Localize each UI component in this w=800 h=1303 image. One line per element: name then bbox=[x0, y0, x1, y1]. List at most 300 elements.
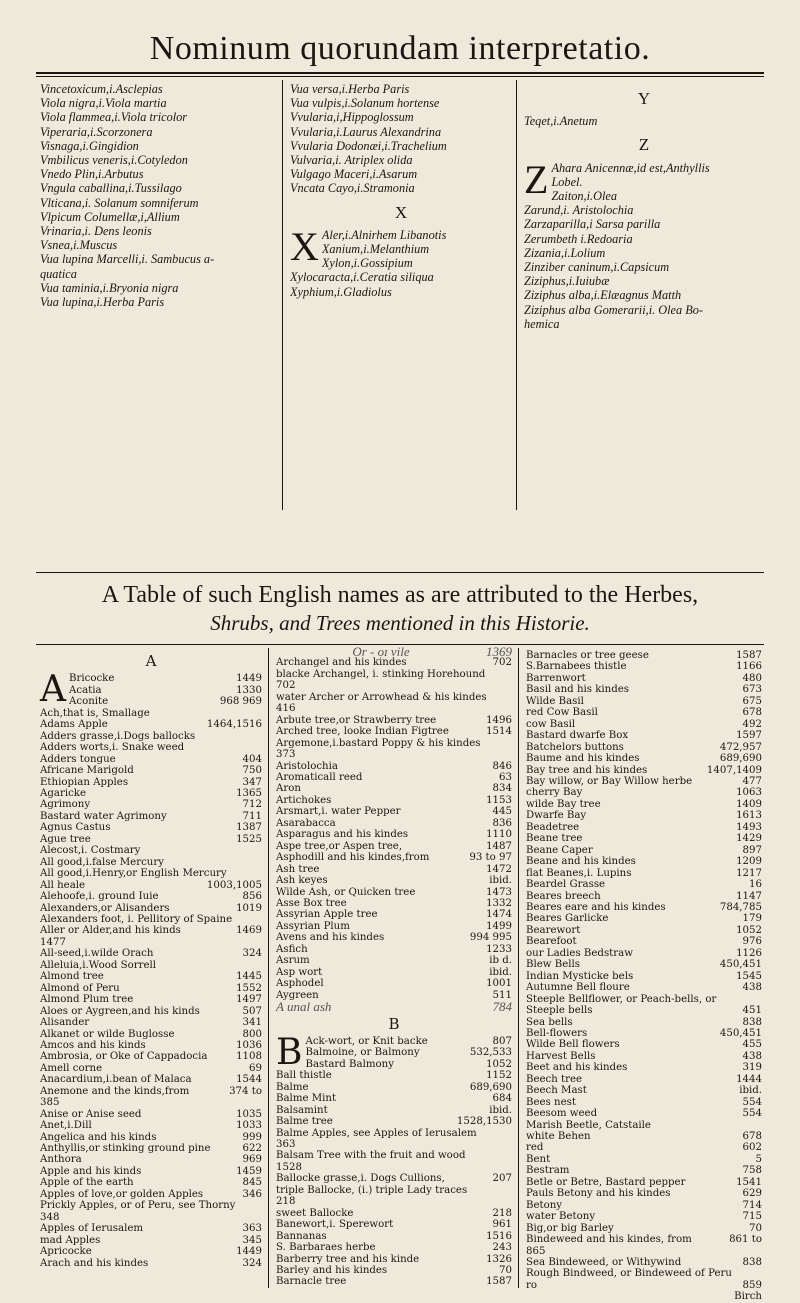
entry-name: Rough Bindweed, or Bindeweed of Peru bbox=[526, 1268, 732, 1280]
entry-name: Bearefoot bbox=[526, 936, 577, 948]
latin-column-3 bbox=[524, 82, 764, 331]
entry-name: All-seed,i.wilde Orach bbox=[40, 948, 154, 960]
index-entry bbox=[526, 1223, 762, 1234]
index-entry bbox=[526, 673, 762, 684]
index-entry bbox=[40, 1132, 262, 1143]
index-entry bbox=[276, 1254, 512, 1265]
index-entry bbox=[40, 1258, 262, 1269]
page-number: 1063 bbox=[736, 787, 762, 799]
index-entry bbox=[526, 707, 762, 718]
index-entry bbox=[526, 1291, 762, 1302]
latin-entry: Vngula caballina,i.Tussilago bbox=[40, 181, 182, 196]
page-number: 712 bbox=[242, 799, 262, 811]
entry-name: mad Apples bbox=[40, 1234, 101, 1246]
page-number: 1469 bbox=[236, 925, 262, 937]
index-entry bbox=[276, 715, 512, 726]
index-entry bbox=[305, 1059, 512, 1070]
index-entry bbox=[276, 875, 512, 886]
entry-name: our Ladies Bedstraw bbox=[526, 947, 633, 959]
entry-name: Anemone and the kinds,from bbox=[40, 1085, 190, 1097]
index-entry bbox=[276, 967, 512, 978]
page-number: 678 bbox=[742, 707, 762, 719]
page-number: 715 bbox=[742, 1211, 762, 1223]
entry-name: Aromaticall reed bbox=[276, 771, 363, 783]
page-number bbox=[508, 738, 512, 749]
entry-name: Baume and his kindes bbox=[526, 753, 640, 765]
entry-name: Assyrian Apple tree bbox=[276, 909, 378, 921]
page-number bbox=[258, 868, 262, 879]
entry-name: Barrenwort bbox=[526, 672, 586, 684]
page-number bbox=[258, 1200, 262, 1211]
page-number: 758 bbox=[742, 1165, 762, 1177]
index-drop-block bbox=[40, 669, 262, 1269]
page-number: 477 bbox=[742, 775, 762, 787]
index-entry bbox=[276, 1139, 512, 1150]
index-entry bbox=[276, 921, 512, 932]
handwritten-number: 784 bbox=[492, 999, 512, 1015]
index-entry bbox=[276, 1276, 512, 1287]
index-entry bbox=[526, 959, 762, 970]
index-entry bbox=[40, 1086, 262, 1097]
entry-name: Beares breech bbox=[526, 890, 601, 902]
page-number: 1019 bbox=[236, 902, 262, 914]
entry-name: Bay tree and his kindes bbox=[526, 764, 648, 776]
index-entry bbox=[526, 650, 762, 661]
index-entry bbox=[276, 909, 512, 920]
section-letter: X bbox=[394, 205, 408, 220]
entry-name: Acatia bbox=[69, 684, 102, 696]
index-entry bbox=[69, 696, 262, 707]
section-letter: Y bbox=[637, 92, 651, 107]
index-entry bbox=[276, 944, 512, 955]
entry-name: 1477 bbox=[40, 936, 66, 948]
page-number: 784,785 bbox=[719, 901, 762, 913]
page-number: 554 bbox=[742, 1108, 762, 1120]
handwritten-text: Or - oɪ vile bbox=[352, 644, 410, 659]
index-entry bbox=[526, 1028, 762, 1039]
latin-entry: Viola nigra,i.Viola martia bbox=[40, 96, 167, 111]
page-number: 714 bbox=[742, 1199, 762, 1211]
index-entry bbox=[526, 696, 762, 707]
index-entry bbox=[40, 1177, 262, 1188]
page-number: 1409 bbox=[736, 798, 762, 810]
entry-name: Sea Bindeweed, or Withywind bbox=[526, 1257, 682, 1269]
page-number bbox=[258, 1212, 262, 1223]
entry-name: Beane Caper bbox=[526, 844, 593, 856]
page-number: 1552 bbox=[236, 982, 262, 994]
entry-name: Beares eare and his kindes bbox=[526, 901, 666, 913]
entry-name: Arsmart,i. water Pepper bbox=[276, 806, 401, 818]
page-number: 845 bbox=[242, 1177, 262, 1189]
page-number bbox=[508, 749, 512, 760]
index-entry bbox=[276, 978, 512, 989]
index-entry bbox=[276, 738, 512, 749]
page-number: 836 bbox=[492, 817, 512, 829]
page-number: 999 bbox=[242, 1131, 262, 1143]
index-entry bbox=[40, 1109, 262, 1120]
page-number: 1108 bbox=[236, 1051, 262, 1063]
entry-name: Alkanet or wilde Buglosse bbox=[40, 1028, 175, 1040]
latin-entry: Vlticana,i. Solanum somniferum bbox=[40, 195, 199, 210]
entry-name: Aristolochia bbox=[276, 760, 338, 772]
entry-name: Asrum bbox=[276, 955, 310, 967]
index-entry bbox=[526, 1097, 762, 1108]
index-entry bbox=[526, 822, 762, 833]
entry-name: Artichokes bbox=[276, 794, 332, 806]
index-entry bbox=[40, 983, 262, 994]
entry-name: red bbox=[526, 1142, 544, 1154]
index-entry bbox=[526, 776, 762, 787]
entry-name: 373 bbox=[276, 749, 296, 761]
entry-name: Aron bbox=[276, 783, 301, 795]
latin-entry: Vvularia Dodonæi,i.Trachelium bbox=[290, 138, 447, 153]
entry-name: 363 bbox=[276, 1139, 296, 1151]
latin-entry: Vsnea,i.Muscus bbox=[40, 238, 118, 253]
index-entry bbox=[526, 1246, 762, 1257]
entry-name: Aspe tree,or Aspen tree, bbox=[276, 840, 403, 852]
page-number: 711 bbox=[242, 810, 262, 822]
page-number bbox=[258, 708, 262, 719]
index-entry bbox=[526, 845, 762, 856]
index-entry bbox=[40, 788, 262, 799]
page-number: 1033 bbox=[236, 1120, 262, 1132]
index-entry bbox=[40, 1246, 262, 1257]
entry-name: Pauls Betony and his kindes bbox=[526, 1188, 671, 1200]
latin-entry: Zarzaparilla,i Sarsa parilla bbox=[524, 217, 661, 232]
index-entry bbox=[526, 982, 762, 993]
entry-name: Steeple bells bbox=[526, 1005, 593, 1017]
index-entry bbox=[40, 719, 262, 730]
page-number bbox=[758, 994, 762, 1005]
entry-name: Alexanders,or Alisanders bbox=[40, 902, 170, 914]
page-number: 750 bbox=[242, 765, 262, 777]
page-number: 1166 bbox=[736, 661, 762, 673]
section-letter: Z bbox=[638, 138, 650, 153]
index-entry bbox=[276, 829, 512, 840]
index-entry bbox=[526, 1062, 762, 1073]
index-entry bbox=[40, 1051, 262, 1062]
index-entry bbox=[526, 1074, 762, 1085]
latin-entry: Vua versa,i.Herba Paris bbox=[290, 82, 410, 96]
index-entry bbox=[276, 795, 512, 806]
index-entry bbox=[526, 1257, 762, 1268]
index-entry bbox=[40, 903, 262, 914]
page-number: 1147 bbox=[736, 890, 762, 902]
page-number: 438 bbox=[742, 982, 762, 994]
entry-name: Balmoine, or Balmony bbox=[305, 1047, 420, 1059]
index-entry bbox=[526, 661, 762, 672]
latin-entry: hemica bbox=[524, 316, 560, 331]
drop-cap: A bbox=[40, 669, 66, 711]
index-entry bbox=[40, 822, 262, 833]
index-entry bbox=[40, 948, 262, 959]
page-number: ibid. bbox=[489, 875, 512, 887]
latin-entry: Viperaria,i.Scorzonera bbox=[40, 124, 153, 139]
entry-name: Arched tree, looke Indian Figtree bbox=[276, 726, 449, 738]
index-entry bbox=[276, 692, 512, 703]
index-drop-block bbox=[276, 1031, 512, 1288]
index-entry bbox=[526, 1017, 762, 1028]
page-number bbox=[508, 1128, 512, 1139]
entry-name: Agaricke bbox=[40, 787, 86, 799]
latin-entry: Lobel. bbox=[551, 174, 583, 189]
index-entry bbox=[40, 1223, 262, 1234]
latin-column-1 bbox=[40, 82, 278, 309]
page-number: 511 bbox=[492, 989, 512, 1001]
latin-entry: Zarund,i. Aristolochia bbox=[524, 203, 634, 218]
page-number: 207 bbox=[492, 1173, 512, 1185]
page-number: 1003,1005 bbox=[206, 879, 262, 891]
page-number: 1326 bbox=[486, 1253, 512, 1265]
index-entry bbox=[276, 932, 512, 943]
index-entry bbox=[276, 806, 512, 817]
page-number: 492 bbox=[742, 718, 762, 730]
index-entry bbox=[40, 731, 262, 742]
handwritten-text: A unal ash bbox=[276, 999, 332, 1015]
entry-name: Adders worts,i. Snake weed bbox=[40, 742, 185, 754]
index-entry bbox=[276, 1093, 512, 1104]
entry-name: Beardel Grasse bbox=[526, 879, 606, 891]
index-entry bbox=[276, 680, 512, 691]
page-number: 1153 bbox=[486, 794, 512, 806]
entry-name: Wilde Ash, or Quicken tree bbox=[276, 886, 416, 898]
latin-entry: Zerumbeth i.Redoaria bbox=[524, 231, 633, 246]
page-header: Nominum quorundam interpretatio. bbox=[149, 30, 651, 67]
index-entry bbox=[526, 833, 762, 844]
page-number: 1429 bbox=[736, 833, 762, 845]
index-entry bbox=[305, 1036, 512, 1047]
entry-name: Ack-wort, or Knit backe bbox=[305, 1035, 428, 1047]
index-entry bbox=[526, 948, 762, 959]
entry-name: Apple and his kinds bbox=[40, 1165, 142, 1177]
index-entry bbox=[69, 685, 262, 696]
entry-name: Ambrosia, or Oke of Cappadocia bbox=[40, 1051, 208, 1063]
section-letter: A bbox=[145, 652, 157, 670]
page-number: 846 bbox=[492, 760, 512, 772]
page-number: 1445 bbox=[236, 971, 262, 983]
page-number: 1052 bbox=[486, 1058, 512, 1070]
entry-name: Adders tongue bbox=[40, 753, 116, 765]
page-number bbox=[508, 1196, 512, 1207]
index-entry bbox=[40, 754, 262, 765]
page-number: 363 bbox=[242, 1223, 262, 1235]
index-entry bbox=[276, 818, 512, 829]
index-entry bbox=[526, 1268, 762, 1279]
entry-name: Bricocke bbox=[69, 673, 115, 685]
page-number: 472,957 bbox=[719, 741, 762, 753]
page-number: 93 to 97 bbox=[469, 852, 512, 864]
column-divider bbox=[282, 80, 283, 510]
index-entry bbox=[40, 994, 262, 1005]
entry-name: Agrimony bbox=[40, 799, 91, 811]
page-number: 976 bbox=[742, 936, 762, 948]
page-number: 455 bbox=[742, 1039, 762, 1051]
entry-name: Autumne Bell floure bbox=[526, 982, 630, 994]
page-number: 1330 bbox=[236, 684, 262, 696]
page-number: ibid. bbox=[489, 1104, 512, 1116]
index-entry bbox=[40, 765, 262, 776]
index-column-3 bbox=[526, 650, 762, 1303]
latin-entry: Vua lupina,i.Herba Paris bbox=[40, 295, 165, 310]
page-number: 404 bbox=[242, 753, 262, 765]
section-rule bbox=[36, 572, 764, 573]
page-number: 1464,1516 bbox=[206, 719, 262, 731]
table-subtitle: Shrubs, and Trees mentioned in this Historie. bbox=[210, 611, 590, 635]
column-divider bbox=[516, 80, 517, 510]
entry-name: Balme bbox=[276, 1081, 309, 1093]
index-entry bbox=[276, 1082, 512, 1093]
entry-name: Africane Marigold bbox=[40, 765, 134, 777]
page-number: 63 bbox=[499, 771, 512, 783]
latin-entry: Vmbilicus veneris,i.Cotyledon bbox=[40, 153, 188, 168]
entry-name: Bastard water Agrimony bbox=[40, 810, 167, 822]
entry-name: Beech Mast bbox=[526, 1085, 587, 1097]
entry-name: Sea bells bbox=[526, 1016, 573, 1028]
index-entry bbox=[526, 1142, 762, 1153]
index-entry bbox=[526, 1005, 762, 1016]
entry-name: cow Basil bbox=[526, 718, 576, 730]
entry-name: Archangel and his kindes bbox=[276, 657, 407, 669]
entry-name: Asse Box tree bbox=[276, 897, 347, 909]
page-number: 1516 bbox=[486, 1230, 512, 1242]
page-number: 1407,1409 bbox=[706, 764, 762, 776]
drop-cap: X bbox=[290, 227, 319, 269]
index-entry bbox=[276, 703, 512, 714]
index-entry bbox=[40, 1154, 262, 1165]
index-entry bbox=[40, 1017, 262, 1028]
page-number: 1332 bbox=[486, 897, 512, 909]
index-entry bbox=[40, 799, 262, 810]
index-entry bbox=[40, 1166, 262, 1177]
entry-name: Dwarfe Bay bbox=[526, 810, 587, 822]
index-entry bbox=[40, 937, 262, 948]
index-entry bbox=[276, 1173, 512, 1184]
page-number: 345 bbox=[242, 1234, 262, 1246]
entry-name: Alecost,i. Costmary bbox=[40, 845, 141, 857]
entry-name: Beares Garlicke bbox=[526, 913, 609, 925]
page-number: 445 bbox=[492, 806, 512, 818]
entry-name: Assyrian Plum bbox=[276, 920, 350, 932]
entry-name: ro bbox=[526, 1279, 538, 1291]
column-divider bbox=[518, 648, 519, 1288]
entry-name: Balme Apples, see Apples of Ierusalem bbox=[276, 1127, 477, 1139]
page-number bbox=[258, 857, 262, 868]
index-entry bbox=[526, 1108, 762, 1119]
entry-name: All good,i.false Mercury bbox=[40, 856, 164, 868]
index-entry bbox=[526, 1211, 762, 1222]
entry-name: Betle or Betre, Bastard pepper bbox=[526, 1176, 686, 1188]
latin-entry: Vua vulpis,i.Solanum hortense bbox=[290, 96, 440, 111]
page-number: 1597 bbox=[736, 730, 762, 742]
index-entry bbox=[276, 1128, 512, 1139]
page-number: 1499 bbox=[486, 920, 512, 932]
index-entry bbox=[276, 852, 512, 863]
page-number: 319 bbox=[742, 1062, 762, 1074]
entry-name: Bannanas bbox=[276, 1230, 327, 1242]
entry-name: wilde Bay tree bbox=[526, 798, 601, 810]
page-number bbox=[508, 1185, 512, 1196]
entry-name: S. Barbaraes herbe bbox=[276, 1242, 376, 1254]
entry-name: Ethiopian Apples bbox=[40, 776, 129, 788]
page-number: 70 bbox=[749, 1222, 762, 1234]
entry-name: Steeple Bellflower, or Peach-bells, or bbox=[526, 993, 717, 1005]
entry-name: Beane tree bbox=[526, 833, 583, 845]
index-entry bbox=[276, 1265, 512, 1276]
entry-name: Aloes or Aygreen,and his kinds bbox=[40, 1005, 200, 1017]
page-number: 347 bbox=[242, 776, 262, 788]
page-number bbox=[258, 1097, 262, 1108]
index-entry bbox=[526, 1120, 762, 1131]
page-number: 1587 bbox=[486, 1276, 512, 1288]
page-number: 1587 bbox=[736, 650, 762, 661]
page-number: 629 bbox=[742, 1188, 762, 1200]
page-number bbox=[508, 1150, 512, 1161]
entry-name: S.Barnabees thistle bbox=[526, 661, 627, 673]
section-letter: B bbox=[388, 1014, 400, 1033]
page-number: 1035 bbox=[236, 1108, 262, 1120]
index-entry bbox=[40, 811, 262, 822]
page-number: 1126 bbox=[736, 947, 762, 959]
index-entry bbox=[526, 742, 762, 753]
entry-name: All good,i.Henry,or English Mercury bbox=[40, 868, 227, 880]
entry-name: water Betony bbox=[526, 1211, 596, 1223]
index-entry bbox=[40, 1212, 262, 1223]
page-number: 1613 bbox=[736, 810, 762, 822]
page-number: 1473 bbox=[486, 886, 512, 898]
index-entry bbox=[526, 1039, 762, 1050]
index-entry bbox=[276, 1208, 512, 1219]
page-number: 70 bbox=[499, 1265, 512, 1277]
entry-name: Barnacle tree bbox=[276, 1276, 347, 1288]
index-entry bbox=[526, 891, 762, 902]
page-number: 673 bbox=[742, 684, 762, 696]
entry-name: All heale bbox=[40, 879, 86, 891]
index-entry bbox=[40, 1063, 262, 1074]
latin-names-section bbox=[0, 80, 800, 575]
page-number: 1152 bbox=[486, 1070, 512, 1082]
page-number bbox=[258, 960, 262, 971]
page-number: 994 995 bbox=[469, 932, 512, 944]
index-entry bbox=[276, 841, 512, 852]
index-entry bbox=[40, 891, 262, 902]
page-number: 1365 bbox=[236, 787, 262, 799]
page-number bbox=[758, 1268, 762, 1279]
latin-drop-block bbox=[524, 161, 764, 331]
index-entry bbox=[40, 777, 262, 788]
page-number: 1474 bbox=[486, 909, 512, 921]
entry-name: Balme tree bbox=[276, 1116, 333, 1128]
entry-name: Batchelors buttons bbox=[526, 741, 624, 753]
page-number: 1541 bbox=[736, 1176, 762, 1188]
page-number: 800 bbox=[242, 1028, 262, 1040]
index-entry bbox=[276, 749, 512, 760]
page-number: 1444 bbox=[736, 1073, 762, 1085]
index-entry bbox=[40, 845, 262, 856]
entry-name: Bell-flowers bbox=[526, 1027, 588, 1039]
index-entry bbox=[526, 856, 762, 867]
entry-name: Asp wort bbox=[276, 966, 323, 978]
page-number bbox=[258, 845, 262, 856]
index-entry bbox=[526, 1051, 762, 1062]
header-rule bbox=[36, 72, 764, 74]
index-entry bbox=[276, 1231, 512, 1242]
entry-name: Blew Bells bbox=[526, 959, 580, 971]
page-number: 1496 bbox=[486, 714, 512, 726]
latin-entry: Vincetoxicum,i.Asclepias bbox=[40, 82, 163, 96]
index-entry bbox=[276, 887, 512, 898]
entry-name: Ash keyes bbox=[276, 875, 328, 887]
latin-entry: Vulvaria,i. Atriplex olida bbox=[290, 153, 413, 168]
